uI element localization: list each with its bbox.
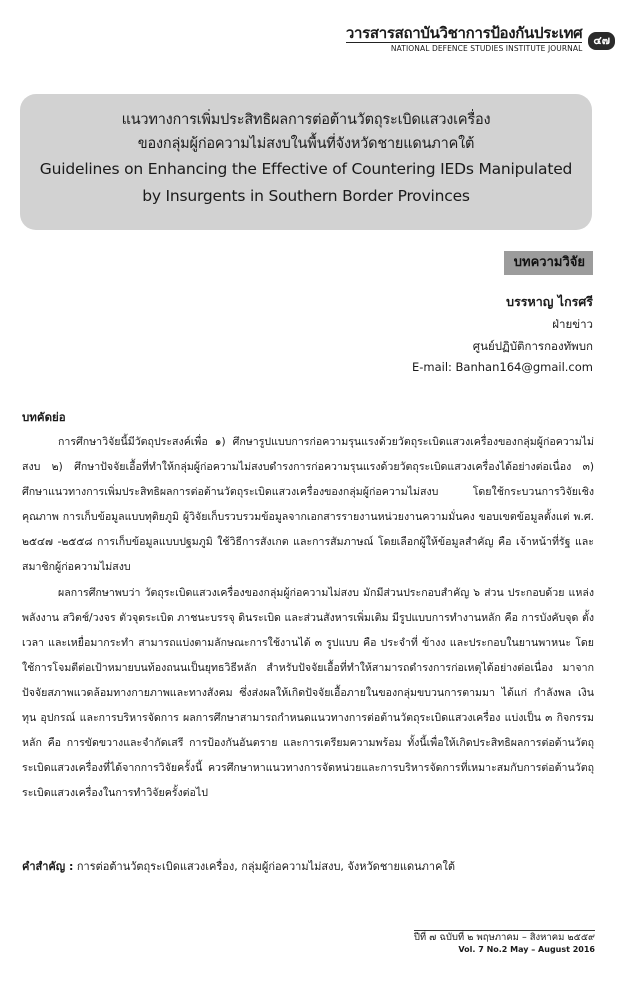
journal-title-english: NATIONAL DEFENCE STUDIES INSTITUTE JOURNAL [346,42,583,54]
abstract-heading: บทคัดย่อ [22,410,66,424]
journal-title-thai: วารสารสถาบันวิชาการป้องกันประเทศ [345,24,583,42]
title-thai-line2: ของกลุ่มผู้ก่อความไม่สงบในพื้นที่จังหวัดชายแดนภาคใต้ [137,136,475,152]
keywords-label: คำสำคัญ : [22,860,74,873]
keywords-text: การต่อต้านวัตถุระเบิดแสวงเครื่อง, กลุ่มผู้ก่อความไม่สงบ, จังหวัดชายแดนภาคใต้ [76,860,455,873]
title-thai-line1: แนวทางการเพิ่มประสิทธิผลการต่อต้านวัตถุระเบิดแสวงเครื่อง [121,112,491,128]
title-english-line2: by Insurgents in Southern Border Provinces [142,187,470,205]
author-department: ฝ่ายข่าว [552,317,593,331]
abstract-body [22,430,594,806]
author-email: E-mail: Banhan164@gmail.com [411,360,593,374]
article-type-badge: บทความวิจัย [504,251,593,275]
abstract-paragraph-1: การศึกษาวิจัยนี้มีวัตถุประสงค์เพื่อ ๑) ศึกษารูปแบบการก่อความรุนแรงด้วยวัตถุระเบิดแสวงเครื่องของกลุ่มผู้ก่อความไม่สงบ ๒) ศึกษาปัจจัยเอื้อที่ทำให้กลุ่มผู้ก่อความไม่สงบดำรงการก่อความรุนแรงด้วยวัตถุระเบิดแสวงเครื่องได้อย่างต่อเนื่อง ๓) ศึกษาแนวทางการเพิ่มประสิทธิผลการต่อต้านวัตถุระเบิดแสวงเครื่องของกลุ่มผู้ก่อความไม่สงบ โดยใช้กระบวนการวิจัยเชิงคุณภาพ การเก็บข้อมูลแบบทุติยภูมิ ผู้วิจัยเก็บรวบรวมข้อมูลจากเอกสารรายงานหน่วยงานความมั่นคง ขอบเขตข้อมูลตั้งแต่ พ.ศ. ๒๕๔๗ -๒๕๕๘ การเก็บข้อมูลแบบปฐมภูมิ ใช้วิธีการสังเกต และการสัมภาษณ์ โดยเลือกผู้ให้ข้อมูลสำคัญ คือ เจ้าหน้าที่รัฐ และสมาชิกผู้ก่อความไม่สงบ [22,436,594,574]
journal-title-block [346,24,583,54]
title-english-line1: Guidelines on Enhancing the Effective of Countering IEDs Manipulated [39,160,573,178]
abstract-paragraph-2: ผลการศึกษาพบว่า วัตถุระเบิดแสวงเครื่องของกลุ่มผู้ก่อความไม่สงบ มักมีส่วนประกอบสำคัญ ๖ ส่วน ประกอบด้วย แหล่งพลังงาน สวิตช์/วงจร ตัวจุดระเบิด ภาชนะบรรจุ ดินระเบิด และส่วนสังหารเพิ่มเติม มีรูปแบบการทำงานหลัก คือ การบังคับจุด ตั้งเวลา และเหยื่อมากระทำ สามารถแบ่งตามลักษณะการใช้งานได้ ๓ รูปแบบ คือ ประจำที่ ข้างง และประกอบในยานพาหนะ โดยใช้การโจมตีต่อเป้าหมายบนท้องถนนเป็นยุทธวิธีหลัก สำหรับปัจจัยเอื้อที่ทำให้สามารถดำรงการก่อเหตุได้อย่างต่อเนื่อง มาจากปัจจัยสภาพแวดล้อมทางกายภาพและทางสังคม ซึ่งส่งผลให้เกิดปัจจัยเอื้อภายในของกลุ่มขบวนการตามมา ได้แก่ กำลังพล เงินทุน อุปกรณ์ และการบริหารจัดการ ผลการศึกษาสามารถกำหนดแนวทางการต่อต้านวัตถุระเบิดแสวงเครื่อง แบ่งเป็น ๓ กิจกรรมหลัก คือ การขัดขวางและจำกัดเสรี การป้องกันอันตราย และการเตรียมความพร้อม ทั้งนี้เพื่อให้เกิดประสิทธิผลการต่อต้านวัตถุระเบิดแสวงเครื่องที่ได้จากการวิจัยครั้งนี้ ควรศึกษาหาแนวทางการจัดหน่วยและการบริหารจัดการที่เหมาะสมกับการต่อต้านวัตถุระเบิดแสวงเครื่องในการทำวิจัยครั้งต่อไป [22,586,594,800]
journal-header [346,24,615,54]
author-name: บรรหาญ ไกรศรี [506,294,593,309]
page-number-badge: ๔๗ [588,32,615,50]
author-organization: ศูนย์ปฏิบัติการกองทัพบก [472,339,593,353]
article-title-box [20,94,592,230]
issue-english: Vol. 7 No.2 May – August 2016 [458,945,595,954]
issue-thai: ปีที่ ๗ ฉบับที่ ๒ พฤษภาคม – สิงหาคม ๒๕๕๙ [413,932,595,943]
keywords [22,857,594,875]
issue-footer [414,930,595,955]
